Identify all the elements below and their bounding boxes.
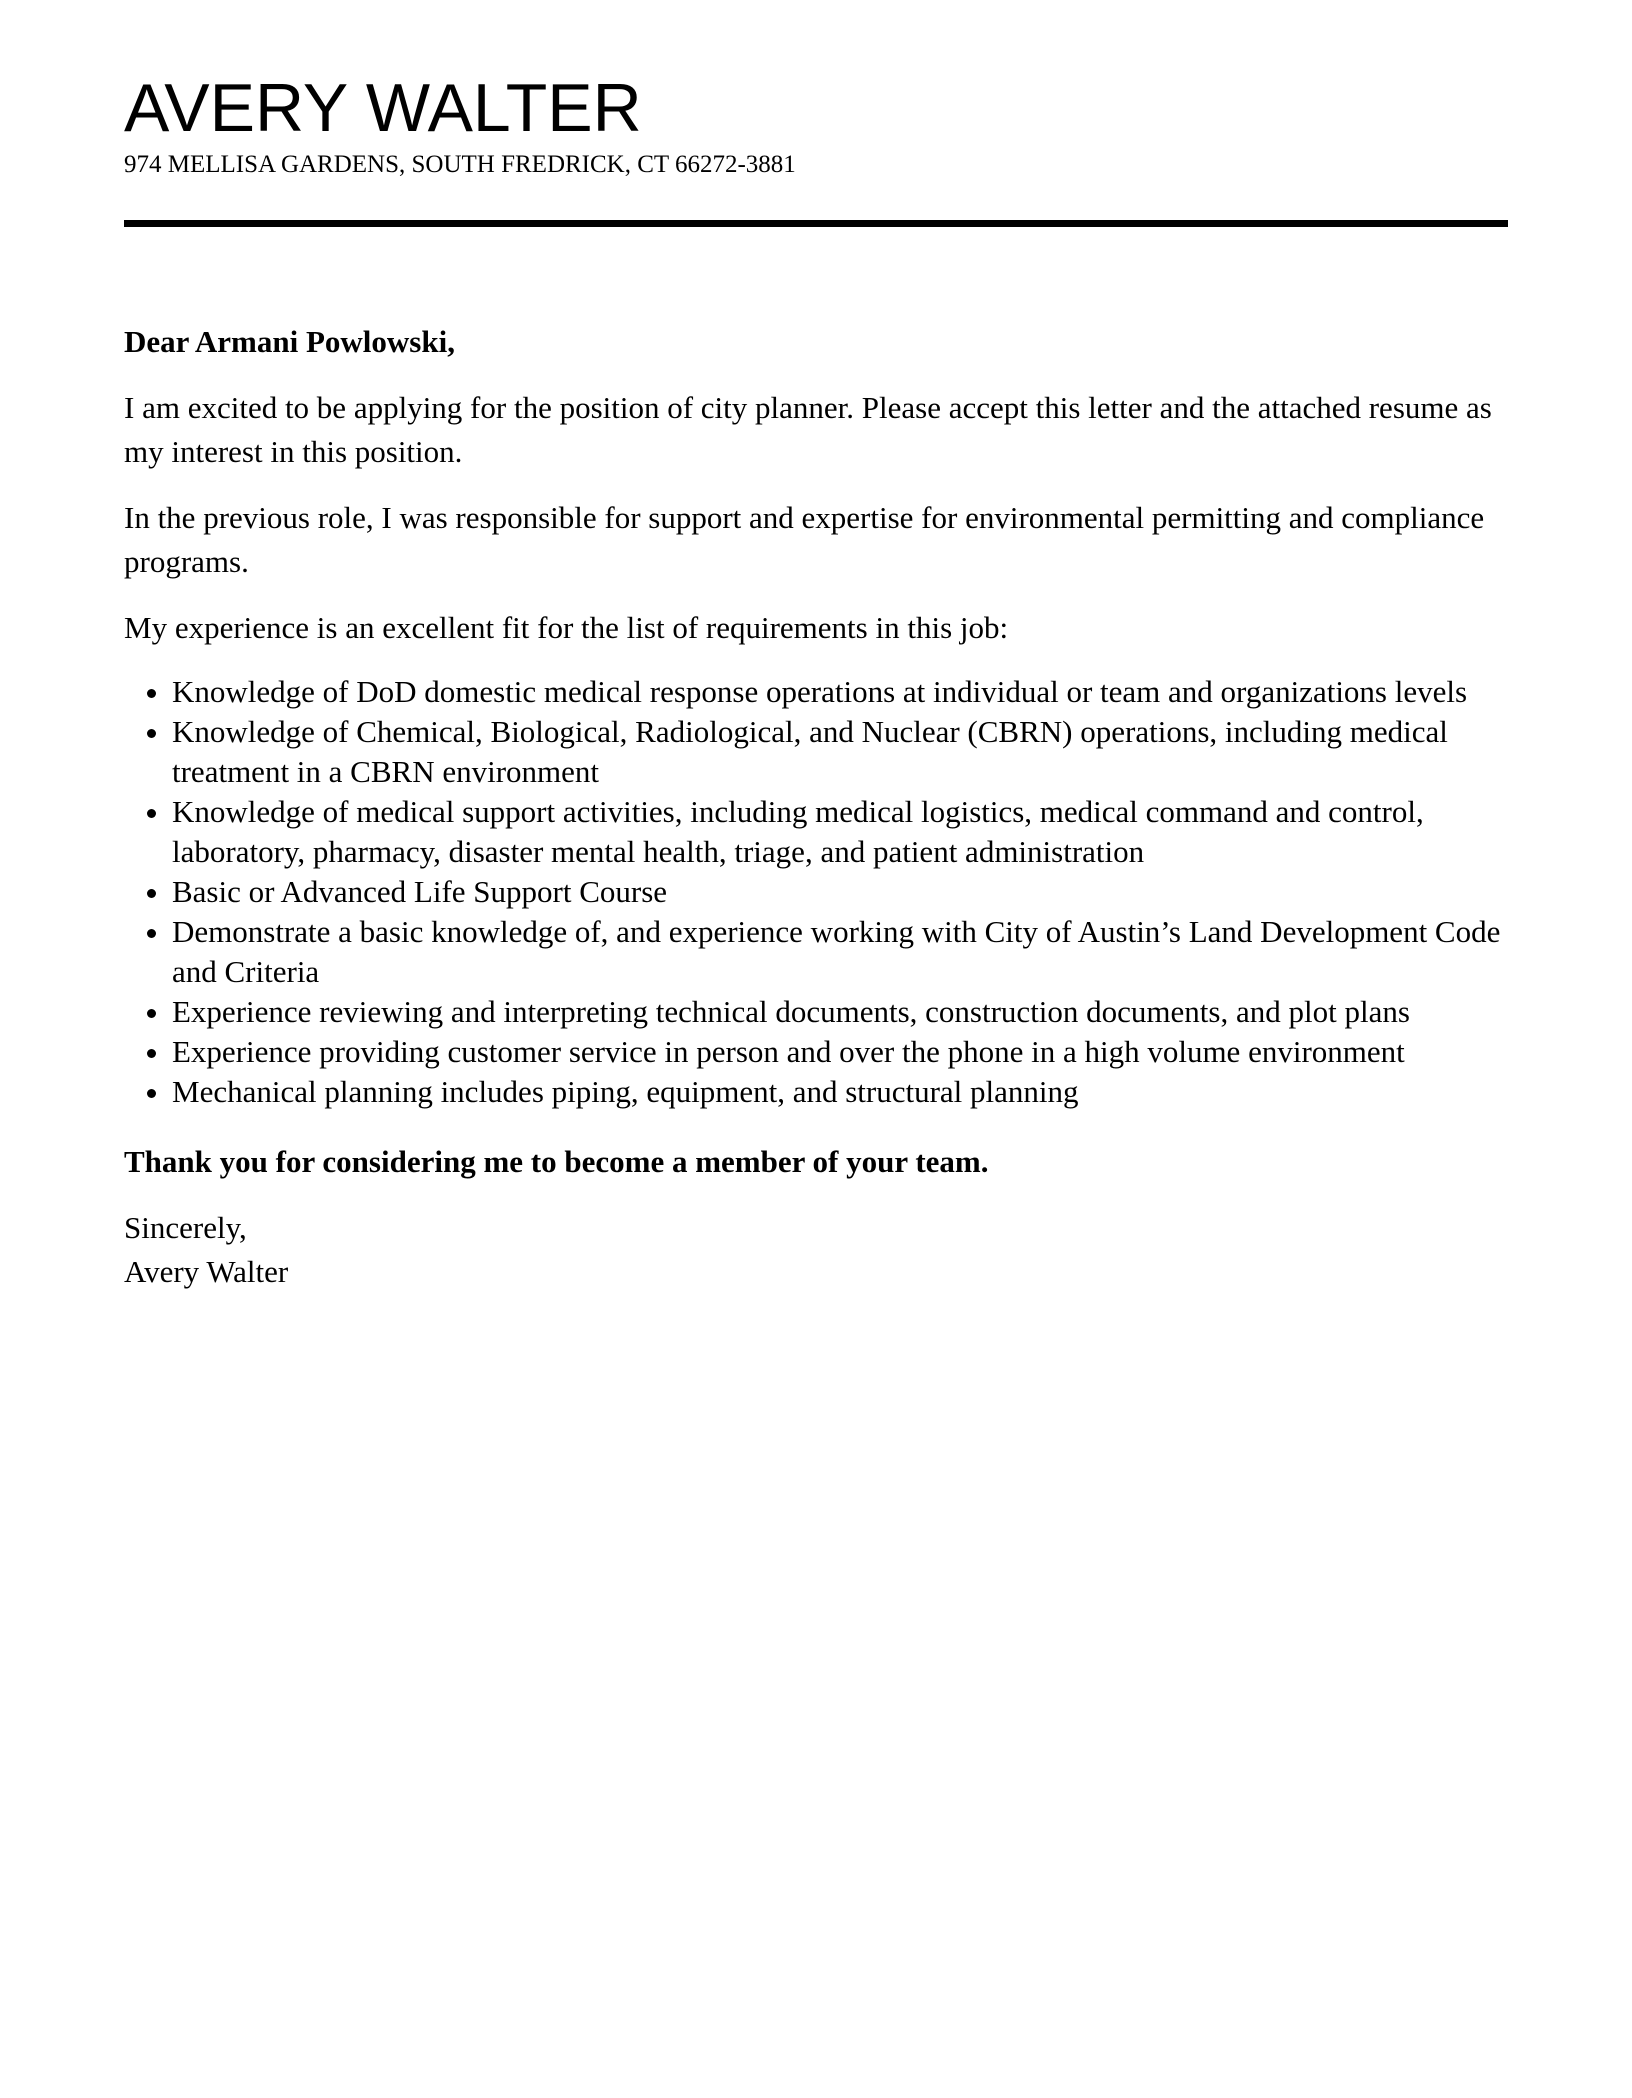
salutation: Dear Armani Powlowski, [124,324,455,359]
cover-letter-page [124,72,1508,1294]
applicant-name: AVERY WALTER [124,70,642,146]
list-item: • Demonstrate a basic knowledge of, and experience working with City of Austin’s Land Development Code and Criteria [172,912,1508,992]
list-item: • Experience reviewing and interpreting technical documents, construction documents, and plot plans [172,992,1508,1032]
requirements-list [124,672,1508,1112]
letter-header [124,72,1508,227]
requirements-intro: My experience is an excellent fit for the list of requirements in this job: [124,610,1009,645]
list-item: • Experience providing customer service in person and over the phone in a high volume environment [172,1032,1508,1072]
letter-body [124,320,1508,1294]
previous-role-paragraph: In the previous role, I was responsible for support and expertise for environmental permitting and compliance programs. [124,500,1485,579]
list-item: • Basic or Advanced Life Support Course [172,872,1508,912]
list-item: • Knowledge of medical support activities, including medical logistics, medical command and control, laboratory, pharmacy, disaster mental health, triage, and patient administration [172,792,1508,872]
thank-you-line: Thank you for considering me to become a member of your team. [124,1144,989,1179]
list-item: • Knowledge of DoD domestic medical response operations at individual or team and organizations levels [172,672,1508,712]
signature-name: Avery Walter [124,1254,289,1289]
intro-paragraph: I am excited to be applying for the position of city planner. Please accept this letter and the attached resume as my interest in this position. [124,390,1492,469]
list-item: • Knowledge of Chemical, Biological, Radiological, and Nuclear (CBRN) operations, including medical treatment in a CBRN environment [172,712,1508,792]
header-divider [124,220,1508,227]
list-item: • Mechanical planning includes piping, equipment, and structural planning [172,1072,1508,1112]
closing: Sincerely, [124,1210,247,1245]
applicant-address: 974 MELLISA GARDENS, SOUTH FREDRICK, CT 66272-3881 [124,151,796,178]
